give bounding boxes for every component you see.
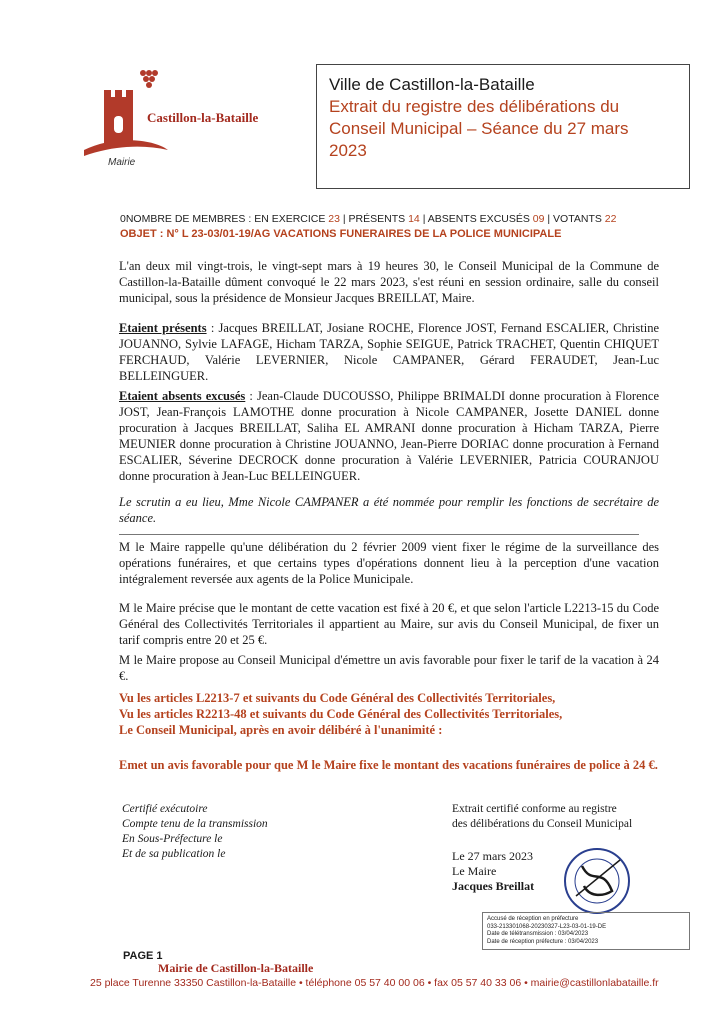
members-exercice: 23: [328, 213, 340, 225]
absents-text: : Jean-Claude DUCOUSSO, Philippe BRIMALDI donne procuration à Florence JOST, Jean-François LAMOTHE donne procuration à Nicole CAMPANER, Josette DANIEL donne procuration à Jacques BREILLAT, Saliha EL AMRANI donne procuration à Hicham TARZA, Pierre MEUNIER donne procuration à Christine JOUANNO, Jean-Pierre DORIAC donne procuration à Fernand ESCALIER, Séverine DECROCK donne procuration à Valérie LEVERNIER, Patricia COURANJOU donne procuration à Jean-Luc BELLEINGUER.: [119, 389, 659, 483]
vu-line-2: Vu les articles R2213-48 et suivants du Code Général des Collectivités Territoriales,: [119, 707, 563, 721]
cert-right-line-1: Extrait certifié conforme au registre: [452, 803, 617, 815]
footer-mairie-name: Mairie de Castillon-la-Bataille: [158, 961, 314, 975]
intro-paragraph: L'an deux mil vingt-trois, le vingt-sept mars à 19 heures 30, le Conseil Municipal de la Commune de Castillon-la-Bataille dûment convoqué le 22 mars 2023, s'est réuni en session ordinaire, salle du conseil municipal, sous la présidence de Monsieur Jacques BREILLAT, Maire.: [119, 259, 659, 305]
signature-role: Le Maire: [452, 864, 497, 878]
members-absents-label: | ABSENTS EXCUSÉS: [422, 213, 530, 225]
swoosh-icon: [84, 140, 168, 156]
absents-label: Etaient absents excusés: [119, 389, 246, 403]
title-box: [316, 64, 690, 189]
certification-left: [122, 802, 268, 862]
members-votants-label: | VOTANTS: [547, 213, 602, 225]
cert-left-line-4: Et de sa publication le: [122, 848, 226, 860]
vu-line-3: Le Conseil Municipal, après en avoir délibéré à l'unanimité :: [119, 723, 443, 737]
objet-line: OBJET : N° L 23-03/01-19/AG VACATIONS FUNERAIRES DE LA POLICE MUNICIPALE: [120, 228, 562, 240]
body-paragraph-2: M le Maire précise que le montant de cette vacation est fixé à 20 €, et que selon l'article L2213-15 du Code Général des Collectivités Territoriales il appartient au Maire, sur avis du Conseil Municipal, de fixer un tarif compris entre 20 et 25 €.: [119, 601, 659, 647]
signature-block: [452, 849, 534, 894]
cert-left-line-2: Compte tenu de la transmission: [122, 818, 268, 830]
logo-subtitle: Mairie: [108, 157, 136, 168]
divider: [119, 534, 639, 535]
title-line-4: 2023: [329, 141, 367, 160]
members-count: [120, 213, 616, 225]
body-paragraph-1: M le Maire rappelle qu'une délibération du 2 février 2009 vient fixer le régime de la surveillance des opérations funéraires, et que certains types d'opérations donnent lieu à la perception d'une vacation intégralement reversée aux agents de la Police Municipale.: [119, 540, 659, 586]
members-presents: 14: [408, 213, 420, 225]
cert-right-line-2: des délibérations du Conseil Municipal: [452, 818, 633, 830]
footer-address: 25 place Turenne 33350 Castillon-la-Bataille • téléphone 05 57 40 00 06 • fax 05 57 40 33 06 • mairie@castillonlabataille.fr: [90, 977, 659, 989]
logo-name: Castillon-la-Bataille: [147, 110, 259, 125]
receipt-line-1: Accusé de réception en préfecture: [487, 916, 579, 922]
title-city: Ville de Castillon-la-Bataille: [329, 75, 535, 94]
official-stamp-icon: [562, 846, 632, 916]
presents-label: Etaient présents: [119, 321, 207, 335]
receipt-line-4: Date de réception préfecture : 03/04/2023: [487, 938, 599, 945]
signature-name: Jacques Breillat: [452, 879, 535, 893]
vu-line-1: Vu les articles L2213-7 et suivants du Code Général des Collectivités Territoriales,: [119, 691, 556, 705]
page-number: PAGE 1: [123, 950, 163, 962]
presents-text: : Jacques BREILLAT, Josiane ROCHE, Florence JOST, Fernand ESCALIER, Christine JOUANNO, Sylvie LAFAGE, Hicham TARZA, Sophie SEIGUE, Patrick TRACHET, Quentin CHIQUET FERCHAUD, Valérie LEVERNIER, Nicole CAMPANER, Gérard FERAUDET, Jean-Luc BELLEINGUER.: [119, 321, 659, 383]
title-line-2: Extrait du registre des délibérations du: [329, 97, 620, 116]
body-paragraph-3: M le Maire propose au Conseil Municipal d'émettre un avis favorable pour fixer le tarif de la vacation à 24 €.: [119, 653, 659, 683]
certification-right: [452, 802, 632, 832]
members-absents: 09: [532, 213, 545, 225]
prefecture-receipt: [482, 912, 690, 950]
secretary-paragraph: Le scrutin a eu lieu, Mme Nicole CAMPANER a été nommée pour remplir les fonctions de secrétaire de séance.: [119, 495, 659, 525]
receipt-line-2: 033-213301068-20230327-L23-03-01-19-DE: [487, 923, 607, 930]
members-presents-label: | PRÉSENTS: [342, 213, 406, 225]
members-votants: 22: [604, 213, 617, 225]
absents-paragraph: [119, 388, 659, 484]
cert-left-line-3: En Sous-Préfecture le: [122, 833, 223, 845]
decision: Emet un avis favorable pour que M le Maire fixe le montant des vacations funéraires de police à 24 €.: [119, 758, 658, 772]
vu-block: [119, 690, 664, 738]
members-prefix: 0NOMBRE DE MEMBRES : EN EXERCICE: [120, 213, 326, 225]
receipt-line-3: Date de télétransmission : 03/04/2023: [487, 931, 589, 937]
title-line-3: Conseil Municipal – Séance du 27 mars: [329, 119, 629, 138]
grape-icon: [140, 70, 158, 88]
signature-date: Le 27 mars 2023: [452, 849, 533, 863]
presents-paragraph: [119, 320, 659, 384]
cert-left-line-1: Certifié exécutoire: [122, 803, 208, 815]
